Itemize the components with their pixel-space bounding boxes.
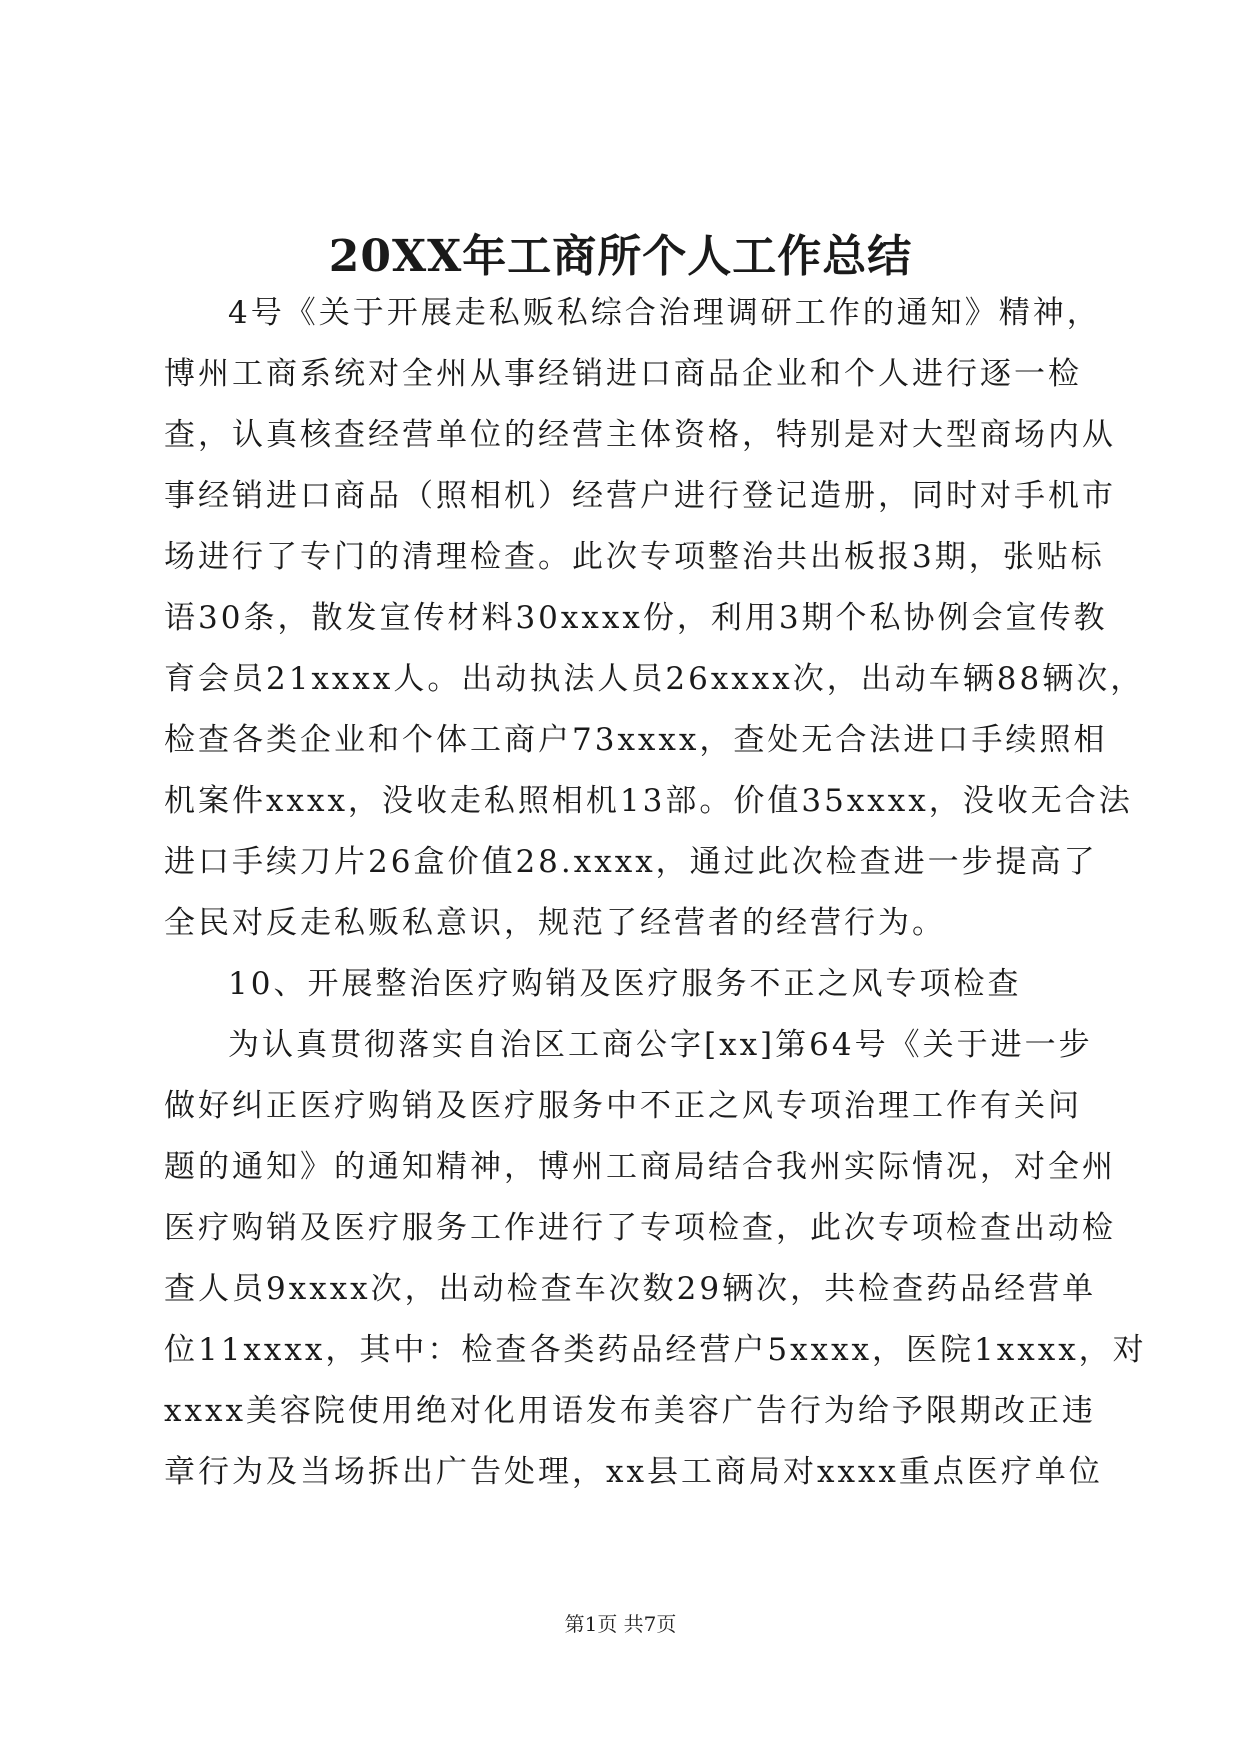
page-number: 第1页 共7页 (564, 1612, 677, 1636)
text-line: 题的通知》的通知精神，博州工商局结合我州实际情况，对全州 (164, 1149, 1116, 1185)
text-line: 做好纠正医疗购销及医疗服务中不正之风专项治理工作有关问 (164, 1088, 1082, 1124)
text-line: 育会员21xxxx人。出动执法人员26xxxx次，出动车辆88辆次， (164, 661, 1145, 697)
text-line: 全民对反走私贩私意识，规范了经营者的经营行为。 (164, 905, 946, 941)
text-line: 为认真贯彻落实自治区工商公字[xx]第64号《关于进一步 (228, 1027, 1093, 1063)
text-line: 进口手续刀片26盒价值28.xxxx，通过此次检查进一步提高了 (164, 844, 1098, 880)
text-line: 博州工商系统对全州从事经销进口商品企业和个人进行逐一检 (164, 356, 1082, 392)
text-line: 查，认真核查经营单位的经营主体资格，特别是对大型商场内从 (164, 417, 1116, 453)
text-line: 机案件xxxx，没收走私照相机13部。价值35xxxx，没收无合法 (164, 783, 1133, 819)
text-line: 查人员9xxxx次，出动检查车次数29辆次，共检查药品经营单 (164, 1271, 1097, 1307)
document-body (164, 283, 1147, 1503)
text-line: 检查各类企业和个体工商户73xxxx，查处无合法进口手续照相 (164, 722, 1108, 758)
section-heading: 10、开展整治医疗购销及医疗服务不正之风专项检查 (228, 966, 1022, 1002)
text-line: 4号《关于开展走私贩私综合治理调研工作的通知》精神， (228, 295, 1101, 331)
text-line: 医疗购销及医疗服务工作进行了专项检查，此次专项检查出动检 (164, 1210, 1116, 1246)
text-line: 语30条，散发宣传材料30xxxx份，利用3期个私协例会宣传教 (164, 600, 1108, 636)
text-line: 位11xxxx，其中：检查各类药品经营户5xxxx，医院1xxxx，对 (164, 1332, 1147, 1368)
text-line: xxxx美容院使用绝对化用语发布美容广告行为给予限期改正违 (164, 1393, 1096, 1429)
document-title: 20XX年工商所个人工作总结 (328, 231, 913, 282)
text-line: 章行为及当场拆出广告处理，xx县工商局对xxxx重点医疗单位 (164, 1454, 1103, 1490)
text-line: 场进行了专门的清理检查。此次专项整治共出板报3期，张贴标 (164, 539, 1105, 575)
text-line: 事经销进口商品（照相机）经营户进行登记造册，同时对手机市 (164, 478, 1116, 514)
